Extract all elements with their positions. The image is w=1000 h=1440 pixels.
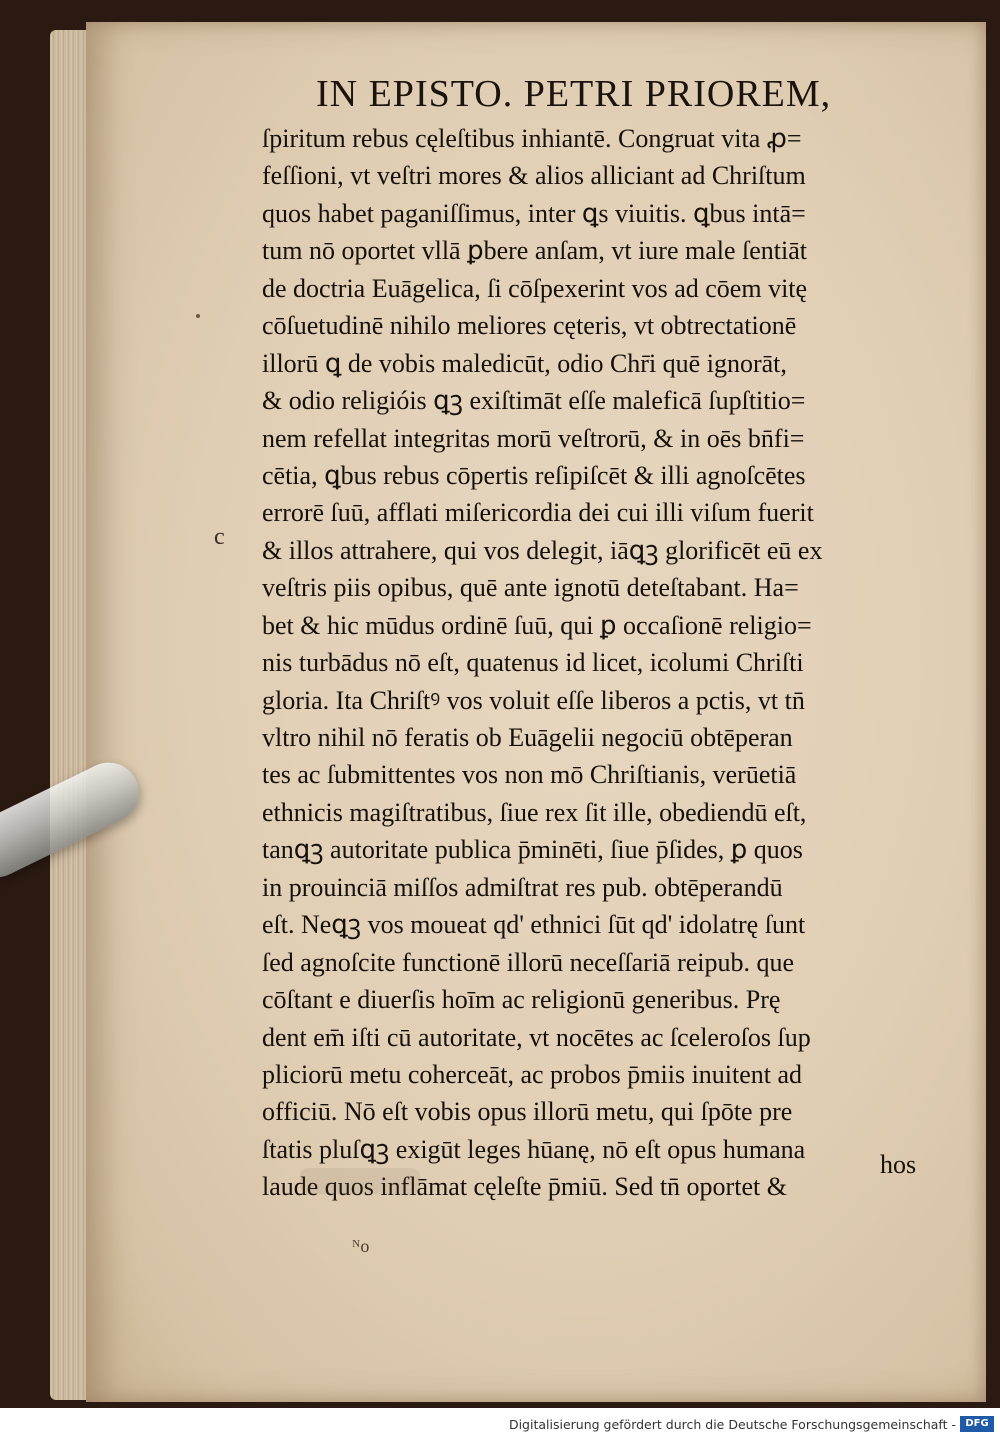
catchword: hos <box>880 1150 917 1179</box>
text-line: cōſtant e diuerſis hoīm ac religionū generibus. Prę <box>262 985 781 1015</box>
text-line: gloria. Ita Chriſtꝰ vos voluit eſſe liberos a pctis, vt tn̄ <box>262 685 805 715</box>
text-line: cōſuetudinē nihilo meliores cęteris, vt obtrectationē <box>262 311 797 341</box>
text-line: veſtris piis opibus, quē ante ignotū deteſtabant. Ha= <box>262 573 799 603</box>
show-through-smudge <box>300 1168 420 1194</box>
text-line: laude quos inflāmat cęleſte p̄miū. Sed tn̄ oportet & <box>262 1172 787 1202</box>
page-edges <box>50 30 90 1400</box>
text-line: illorū ꝗ de vobis maledicūt, odio Chr̄i quē ignorāt, <box>262 348 787 378</box>
text-line: & odio religióis ꝗꝫ exiſtimāt eſſe maleficā ſupſtitio= <box>262 386 806 416</box>
text-line: in prouinciā miſſos admiſtrat res pub. obtēperandū <box>262 872 783 902</box>
text-line: cētia, ꝗbus rebus cōpertis reſipiſcēt & illi agnoſcētes <box>262 460 806 490</box>
funding-credit: Digitalisierung gefördert durch die Deutsche Forschungsgemeinschaft - <box>508 1417 956 1432</box>
text-line: nem refellat integritas morū veſtrorū, & in oēs bn̄fi= <box>262 423 805 453</box>
text-line: de doctria Euāgelica, ſi cōſpexerint vos ad cōem vitę <box>262 273 808 303</box>
text-line: bet & hic mūdus ordinē ſuū, qui ꝑ occaſionē religio= <box>262 610 812 640</box>
text-line: pliciorū metu coherceāt, ac probos p̄miis inuitent ad <box>262 1059 803 1089</box>
text-line: tes ac ſubmittentes vos non mō Chriſtianis, verūetiā <box>262 760 797 790</box>
text-line: & illos attrahere, qui vos delegit, iāꝗꝫ glorificēt eū ex <box>262 535 823 565</box>
text-line: feſſioni, vt veſtri mores & alios alliciant ad Chriſtum <box>262 161 806 191</box>
text-line: tanꝗꝫ autoritate publica p̄minēti, ſiue p̄ſides, ꝑ quos <box>262 835 803 865</box>
text-line: ethnicis magiſtratibus, ſiue rex ſit ille, obediendū eſt, <box>262 797 807 827</box>
text-line: officiū. Nō eſt vobis opus illorū metu, qui ſpōte pre <box>262 1097 793 1127</box>
footer-bar <box>0 1408 1000 1440</box>
margin-dot <box>196 314 200 318</box>
text-line: dent em̄ iſti cū autoritate, vt nocētes ac ſceleroſos ſup <box>262 1022 811 1052</box>
text-line: eſt. Neꝗꝫ vos moueat qd' ethnici ſūt qd' idolatrę ſunt <box>262 910 806 940</box>
text-line: ſtatis pluſꝗꝫ exigūt leges hūanę, nō eſt opus humana <box>262 1134 806 1164</box>
text-line: tum nō oportet vllā ꝑbere anſam, vt iure male ſentiāt <box>262 236 807 266</box>
running-header: IN EPISTO. PETRI PRIOREM, <box>316 73 832 115</box>
text-line: errorē ſuū, afflati miſericordia dei cui illi viſum fuerit <box>262 498 814 528</box>
text-line: nis turbādus nō eſt, quatenus id licet, icolumi Chriſti <box>262 648 804 678</box>
text-line: vltro nihil nō feratis ob Euāgelii negociū obtēperan <box>262 723 793 752</box>
bottom-marks: ᴺo <box>352 1236 370 1256</box>
margin-mark: c <box>214 524 225 550</box>
dfg-logo[interactable]: DFG <box>960 1416 994 1432</box>
text-line: quos habet paganiſſimus, inter ꝗs viuitis. ꝗbus intā= <box>262 198 806 228</box>
text-line: ſpiritum rebus cęleſtibus inhiantē. Congruat vita ꝓ= <box>262 124 802 153</box>
body-text <box>262 120 962 1206</box>
text-line: ſed agnoſcite functionē illorū neceſſariā reipub. que <box>262 947 795 977</box>
